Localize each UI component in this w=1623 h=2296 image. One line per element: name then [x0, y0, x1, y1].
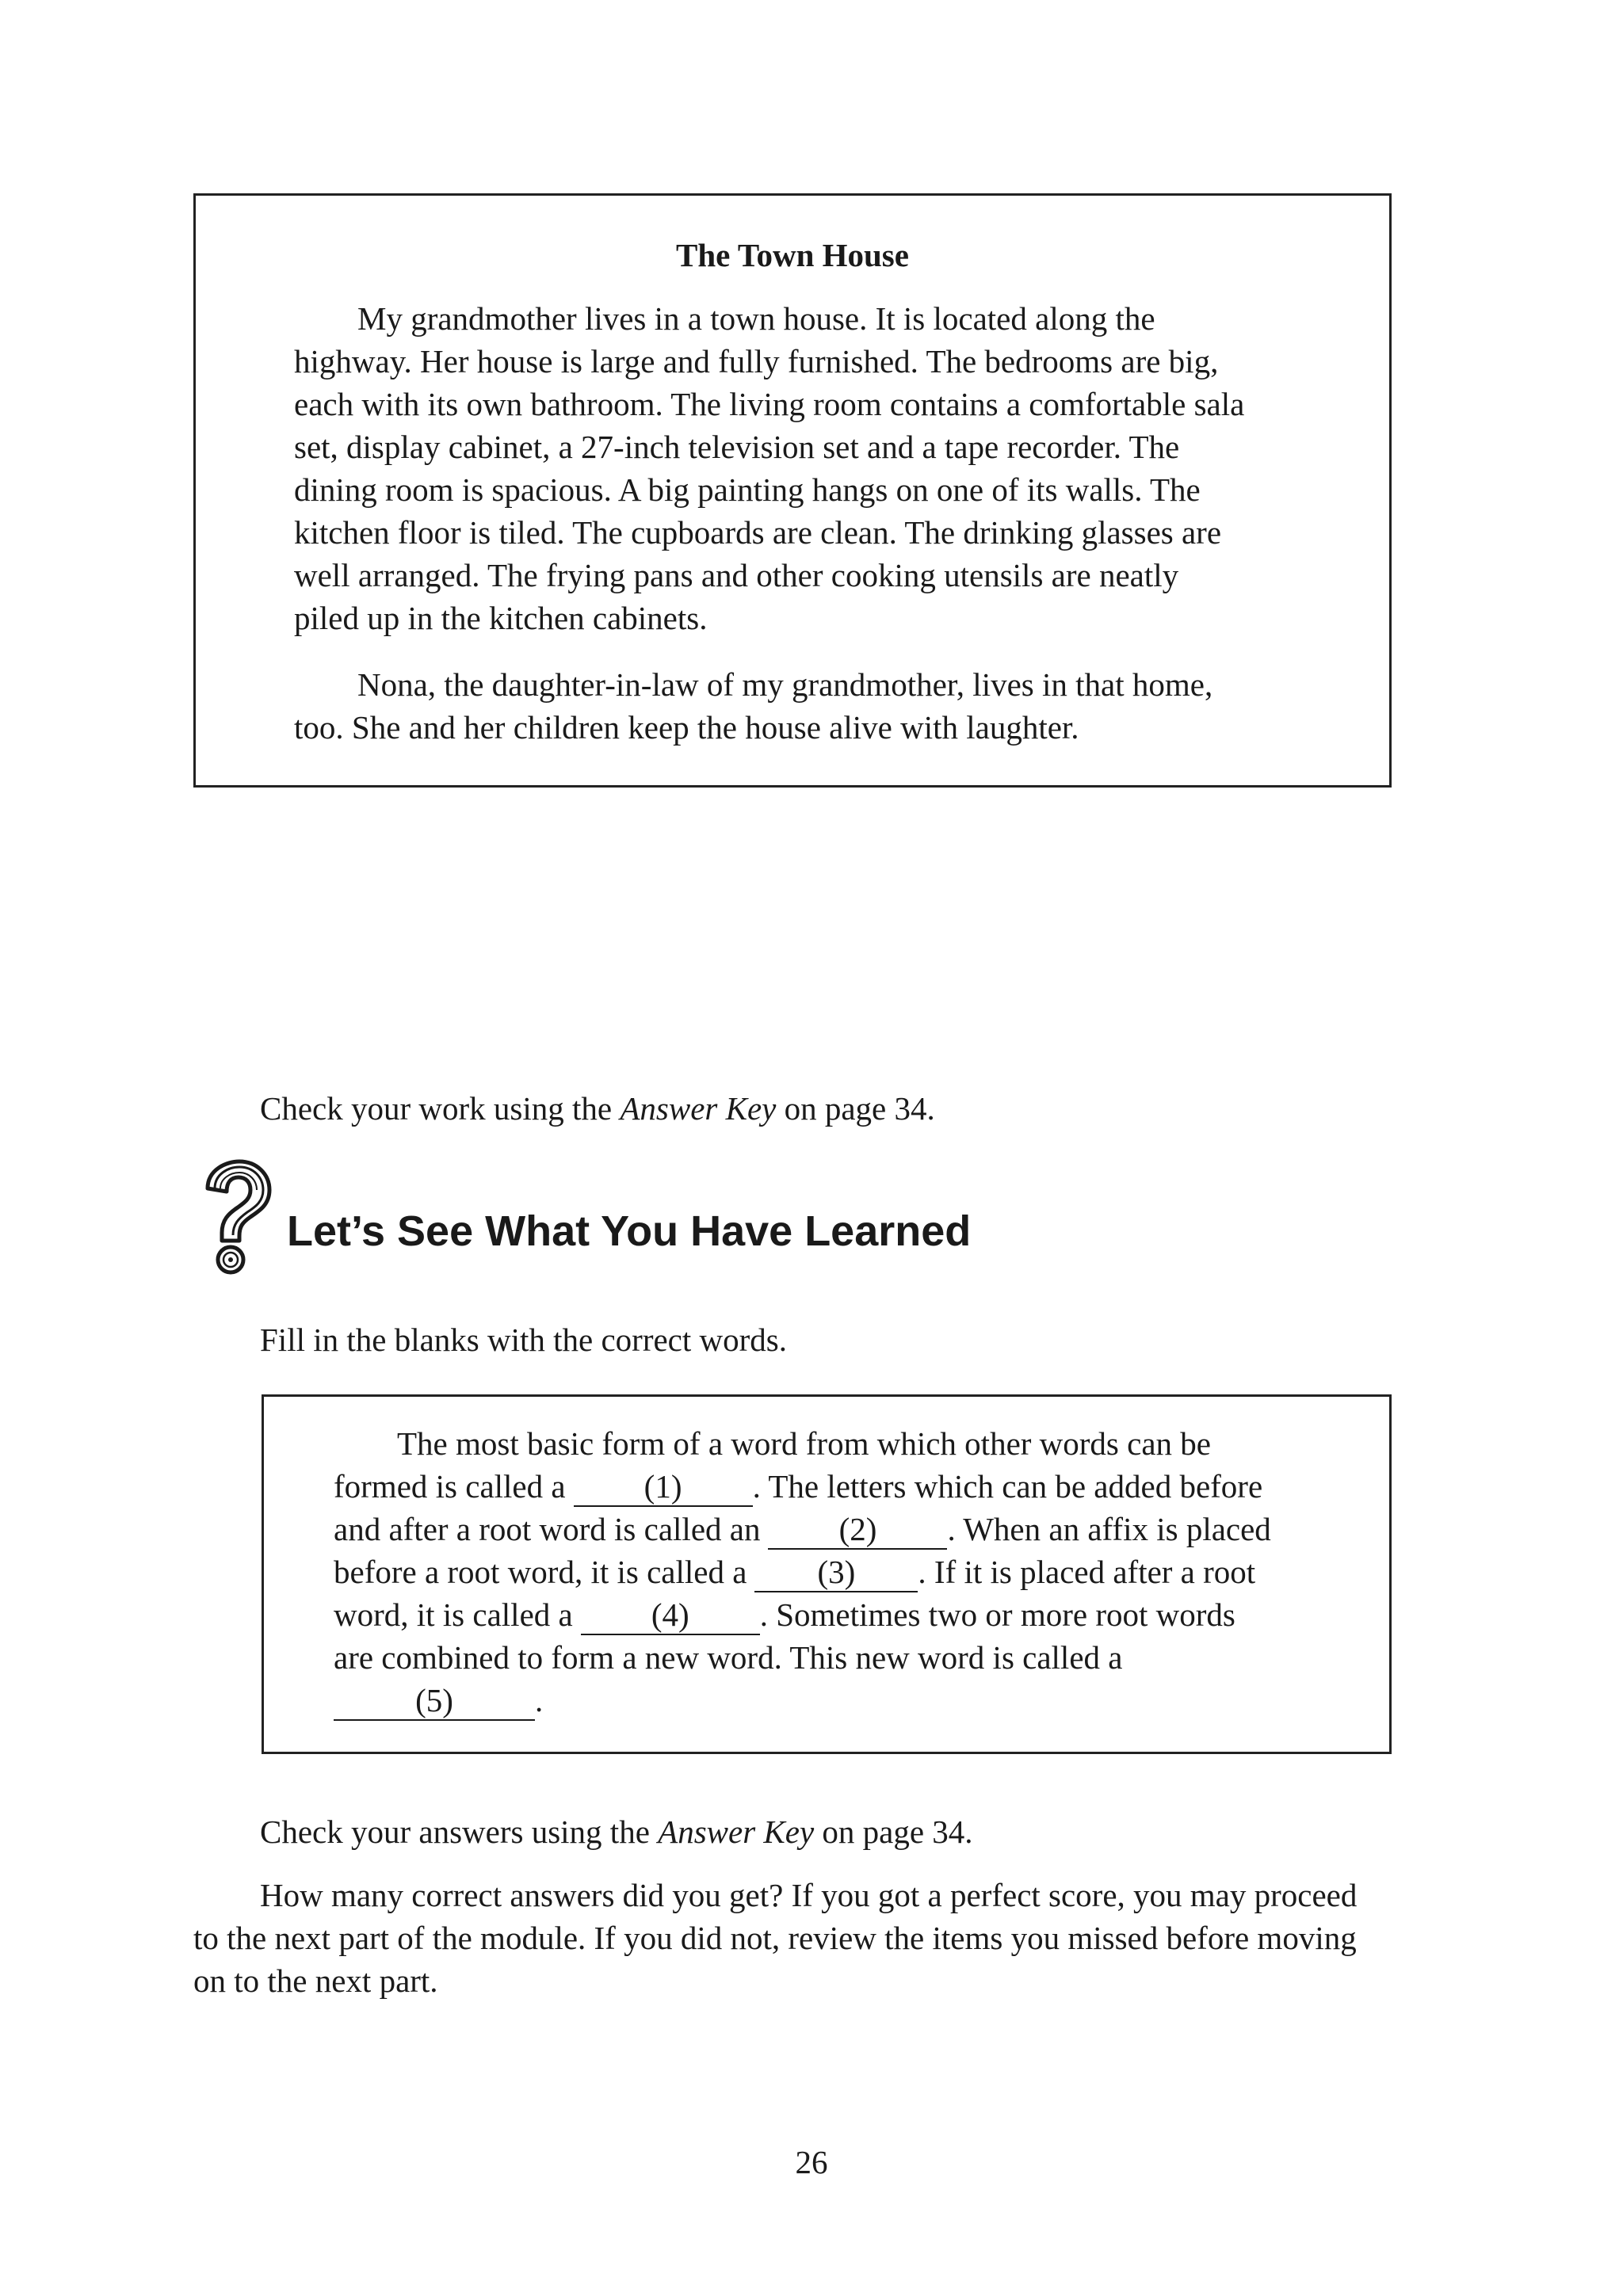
fill-text: word, it is called a	[334, 1596, 573, 1633]
fill-line-1: The most basic form of a word from which other words can be	[397, 1425, 1211, 1462]
blank-5[interactable]: (5)	[334, 1683, 535, 1721]
closing-paragraph: How many correct answers did you get? If you got a perfect score, you may proceed to the next part of the module. If you did not, review the items you missed before moving on to the next part.	[193, 1877, 1358, 1999]
fill-text: before a root word, it is called a	[334, 1554, 747, 1590]
fill-line-3	[334, 1508, 1356, 1550]
check-work-line	[260, 1087, 935, 1130]
check-work-page: on page 34.	[776, 1090, 935, 1127]
check-answers-text: Check your answers using the	[260, 1814, 659, 1850]
fill-text: . If it is placed after a root	[918, 1554, 1256, 1590]
fill-text: . Sometimes two or more root words	[759, 1596, 1235, 1633]
blank-1[interactable]: (1)	[574, 1469, 753, 1507]
fill-line-6: are combined to form a new word. This new word is called a	[334, 1639, 1123, 1676]
fill-in-paragraph	[334, 1422, 1356, 1722]
fill-text: . The letters which can be added before	[752, 1468, 1263, 1505]
blank-3[interactable]: (3)	[754, 1554, 918, 1592]
check-answers-page: on page 34.	[814, 1814, 973, 1850]
instruction-text: Fill in the blanks with the correct words.	[260, 1322, 787, 1358]
story-paragraph-1: My grandmother lives in a town house. It is located along the highway. Her house is large and fully furnished. The bedrooms are big, each with its own bathroom. The living room contains a comfortable sala set, display cabinet, a 27-inch television set and a tape recorder. The dining room is spacious. A big painting hangs on one of its walls. The kitchen floor is tiled. The cupboards are clean. The drinking glasses are well arranged. The frying pans and other cooking utensils are neatly piled up in the kitchen cabinets.	[294, 300, 1245, 636]
fill-text: formed is called a	[334, 1468, 566, 1505]
section-heading	[193, 1158, 1144, 1277]
answer-key-reference: Answer Key	[620, 1090, 777, 1127]
question-mark-icon	[193, 1158, 273, 1277]
fill-line-7	[334, 1679, 1356, 1722]
story-box	[193, 193, 1392, 788]
story-title: The Town House	[676, 237, 909, 273]
fill-line-5	[334, 1593, 1356, 1636]
fill-in-box	[262, 1394, 1392, 1754]
fill-text: and after a root word is called an	[334, 1511, 761, 1547]
fill-line-2	[334, 1465, 1356, 1508]
fill-text: . When an affix is placed	[947, 1511, 1271, 1547]
check-answers-line	[260, 1810, 973, 1853]
check-work-text: Check your work using the	[260, 1090, 621, 1127]
answer-key-reference: Answer Key	[658, 1814, 815, 1850]
blank-4[interactable]: (4)	[581, 1597, 760, 1635]
blank-2[interactable]: (2)	[768, 1512, 947, 1550]
fill-line-4	[334, 1550, 1356, 1593]
section-title: Let’s See What You Have Learned	[287, 1207, 972, 1255]
fill-text: .	[535, 1682, 544, 1718]
page-number: 26	[795, 2144, 828, 2180]
story-paragraph-2: Nona, the daughter-in-law of my grandmother, lives in that home, too. She and her children keep the house alive with laughter.	[294, 666, 1213, 746]
